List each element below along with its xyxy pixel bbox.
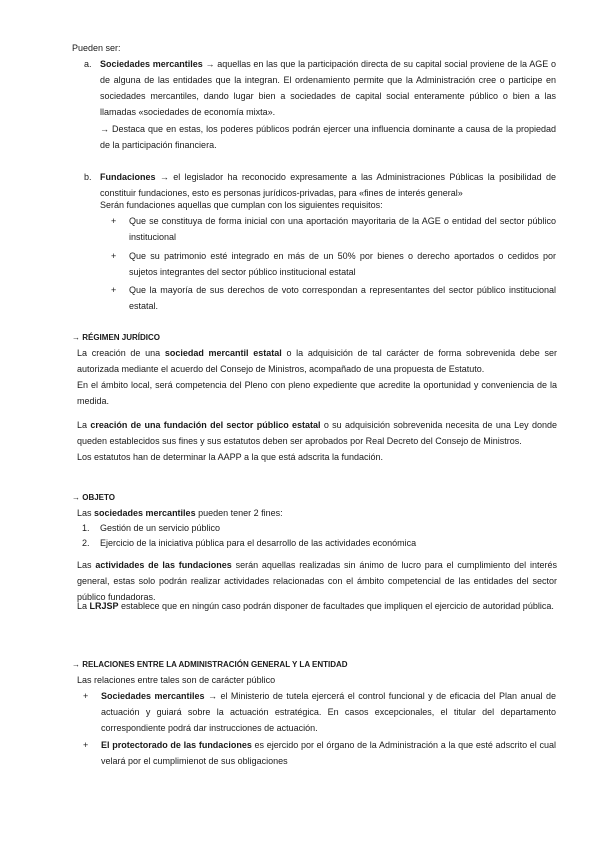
text-run: La	[77, 420, 91, 430]
objeto-paragraph-3	[77, 598, 557, 614]
item-b-term: Fundaciones	[100, 172, 156, 182]
bullet-plus: +	[111, 285, 117, 295]
text-run: La	[77, 601, 90, 611]
bold-term: El protectorado de las fundaciones	[101, 740, 252, 750]
regimen-paragraph-1	[77, 345, 557, 377]
bullet-plus: +	[111, 216, 117, 226]
requirement-item: Que la mayoría de sus derechos de voto correspondan a representantes del sector público institucional estatal.	[129, 285, 556, 311]
text-run: serán aquellas realizadas sin ánimo de lucro para el cumplimiento del interés general, estas solo podrán realizar actividades relacionadas con el ámbito competencial de las entidades del sector público fundadoras.	[77, 560, 557, 602]
text-run: La creación de una	[77, 348, 165, 358]
numbered-marker: 1.	[82, 523, 90, 533]
requirement-item: Que su patrimonio esté integrado en más de un 50% por bienes o derecho aportados o cedidos por sujetos integrantes del sector público institucional estatal	[129, 251, 556, 277]
bold-term: LRJSP	[89, 601, 119, 611]
item-a-text: aquellas en las que la participación directa de su capital social proviene de la AGE o de alguna de las entidades que la integran. El ordenamiento permite que la Administración cree o participe en sociedades mercantiles, dando lugar bien a sociedades de capital social enteramente público o bien a las llamadas «sociedades de economía mixta».	[100, 59, 556, 117]
requirement-item: Que se constituya de forma inicial con una aportación mayoritaria de la AGE o entidad del sector público institucional	[129, 216, 556, 242]
text-run: es ejercido por el órgano de la Administración a la que esté adscrito el cual velará por el cumplimienot de sus obligaciones	[101, 740, 556, 766]
bullet-plus: +	[111, 251, 117, 261]
objeto-paragraph-1	[77, 505, 283, 521]
text-run: Las	[77, 508, 95, 518]
bold-term: creación de una fundación del sector público estatal	[90, 420, 321, 430]
bold-term: sociedad mercantil estatal	[164, 348, 282, 358]
text-run: o su adquisición sobrevenida necesita de una Ley donde queden establecidos sus fines y sus estatutos deben ser aprobados por Real Decreto del Consejo de Ministros.	[77, 420, 557, 446]
section-heading-relaciones: → RELACIONES ENTRE LA ADMINISTRACIÓN GENERAL Y LA ENTIDAD	[72, 660, 348, 669]
bullet-plus: +	[83, 740, 89, 750]
regimen-paragraph-2: En el ámbito local, será competencia del Pleno con pleno expediente que acredite la oportunidad y conveniencia de la medida.	[77, 380, 557, 406]
section-heading-regimen: → RÉGIMEN JURÍDICO	[72, 333, 161, 342]
bold-term: actividades de las fundaciones	[95, 560, 232, 570]
requirements-intro: Serán fundaciones aquellas que cumplan con los siguientes requisitos:	[100, 200, 383, 210]
item-a-note: → Destaca que en estas, los poderes públicos podrán ejercer una influencia dominante a causa de la propiedad de la participación financiera.	[100, 124, 556, 150]
item-b-text: el legislador ha reconocido expresamente a las Administraciones Públicas la posibilidad de constituir fundaciones, esto es personas jurídicos-privadas, para «fines de interés general»	[100, 172, 556, 198]
text-run: o la adquisición de tal carácter de forma sobrevenida debe ser autorizada mediante el acuerdo del Consejo de Ministros, acompañado de una propuesta de Estatuto.	[77, 348, 557, 374]
text-run: Las	[77, 560, 96, 570]
list-marker-a: a.	[84, 59, 92, 69]
regimen-paragraph-3	[77, 417, 557, 449]
bold-term: Sociedades mercantiles	[101, 691, 205, 701]
arrow-glyph: →	[202, 59, 218, 69]
numbered-marker: 2.	[82, 538, 90, 548]
intro-text: Pueden ser:	[72, 43, 121, 53]
section-heading-objeto: → OBJETO	[72, 493, 115, 502]
arrow-glyph: →	[155, 172, 174, 182]
regimen-paragraph-4: Los estatutos han de determinar la AAPP a la que está adscrita la fundación.	[77, 452, 384, 462]
arrow-glyph: →	[204, 691, 221, 701]
item-a-paragraph	[100, 56, 556, 120]
bullet-plus: +	[83, 691, 89, 701]
item-a-term: Sociedades mercantiles	[100, 59, 203, 69]
text-run: establece que en ningún caso podrán disponer de facultades que impliquen el ejercicio de autoridad pública.	[118, 601, 554, 611]
bold-term: sociedades mercantiles	[94, 508, 196, 518]
relaciones-item-2	[101, 737, 556, 769]
text-run: el Ministerio de tutela ejercerá el control funcional y de eficacia del Plan anual de actuación y guiará sobre la actuación estratégica. En casos excepcionales, el titular del departamento correspondiente podrá dar instrucciones de actuación.	[101, 691, 556, 733]
numbered-item: Gestión de un servicio público	[100, 523, 221, 533]
list-marker-b: b.	[84, 172, 92, 182]
numbered-item: Ejercicio de la iniciativa pública para el desarrollo de las actividades económica	[100, 538, 417, 548]
text-run: pueden tener 2 fines:	[195, 508, 283, 518]
relaciones-intro: Las relaciones entre tales son de carácter público	[77, 675, 276, 685]
relaciones-item-1	[101, 688, 556, 736]
